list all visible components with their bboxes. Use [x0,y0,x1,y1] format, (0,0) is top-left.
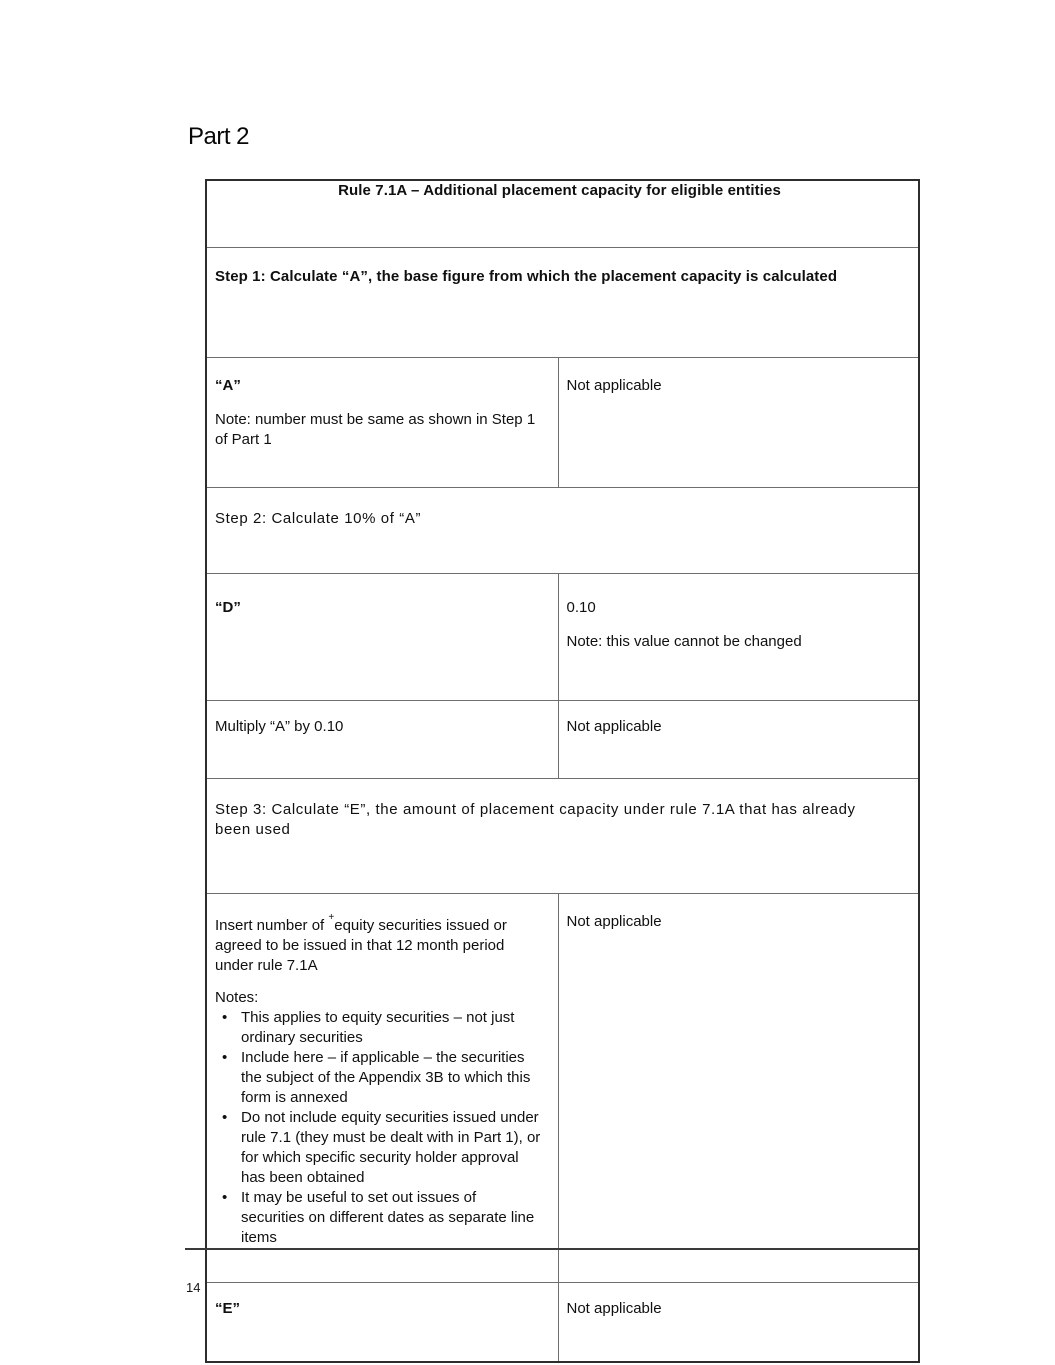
step3-heading: Step 3: Calculate “E”, the amount of placement capacity under rule 7.1A that has already been used [215,801,856,838]
page-number: 14 [186,1280,201,1295]
value-d-note: Note: this value cannot be changed [566,633,802,650]
label-a: “A” [215,377,241,394]
note-bullet: • Include here – if applicable – the securities the subject of the Appendix 3B to which this form is annexed [215,1048,544,1108]
label-e: “E” [215,1300,241,1317]
value-e: Not applicable [558,1283,919,1363]
note-bullet: • This applies to equity securities – not just ordinary securities [215,1008,544,1048]
label-multiply: Multiply “A” by 0.10 [206,701,558,779]
page-title: Part 2 [188,123,250,150]
row-a [206,358,919,488]
note-bullet: • It may be useful to set out issues of securities on different dates as separate line items [215,1188,544,1248]
value-d: 0.10 [566,599,596,616]
label-d: “D” [215,599,241,616]
step1-heading: Step 1: Calculate “A”, the base figure from which the placement capacity is calculated [215,268,838,285]
label-a-note: Note: number must be same as shown in Step 1 of Part 1 [215,411,536,448]
superscript-plus: + [328,912,335,923]
table-header-row [206,180,919,248]
step2-row [206,488,919,574]
row-e [206,1283,919,1363]
footer-rule [185,1248,918,1250]
rule-7-1a-table [205,179,920,1363]
value-a: Not applicable [558,358,919,488]
bullet-icon: • [222,1189,228,1206]
row-multiply [206,701,919,779]
step1-row [206,248,919,358]
value-insert: Not applicable [558,894,919,1283]
row-d [206,574,919,701]
bullet-icon: • [222,1109,228,1126]
step3-row [206,779,919,894]
bullet-icon: • [222,1009,228,1026]
notes-label: Notes: [215,989,259,1006]
bullet-icon: • [222,1049,228,1066]
row-insert-securities [206,894,919,1283]
table-title: Rule 7.1A – Additional placement capacity for eligible entities [206,180,919,248]
step2-heading: Step 2: Calculate 10% of “A” [215,510,422,527]
value-multiply: Not applicable [558,701,919,779]
note-bullet: • Do not include equity securities issued under rule 7.1 (they must be dealt with in Part 1), or for which specific security holder approval has been obtained [215,1108,544,1188]
insert-instruction: Insert number of +equity securities issued or agreed to be issued in that 12 month period under rule 7.1A [215,912,507,974]
